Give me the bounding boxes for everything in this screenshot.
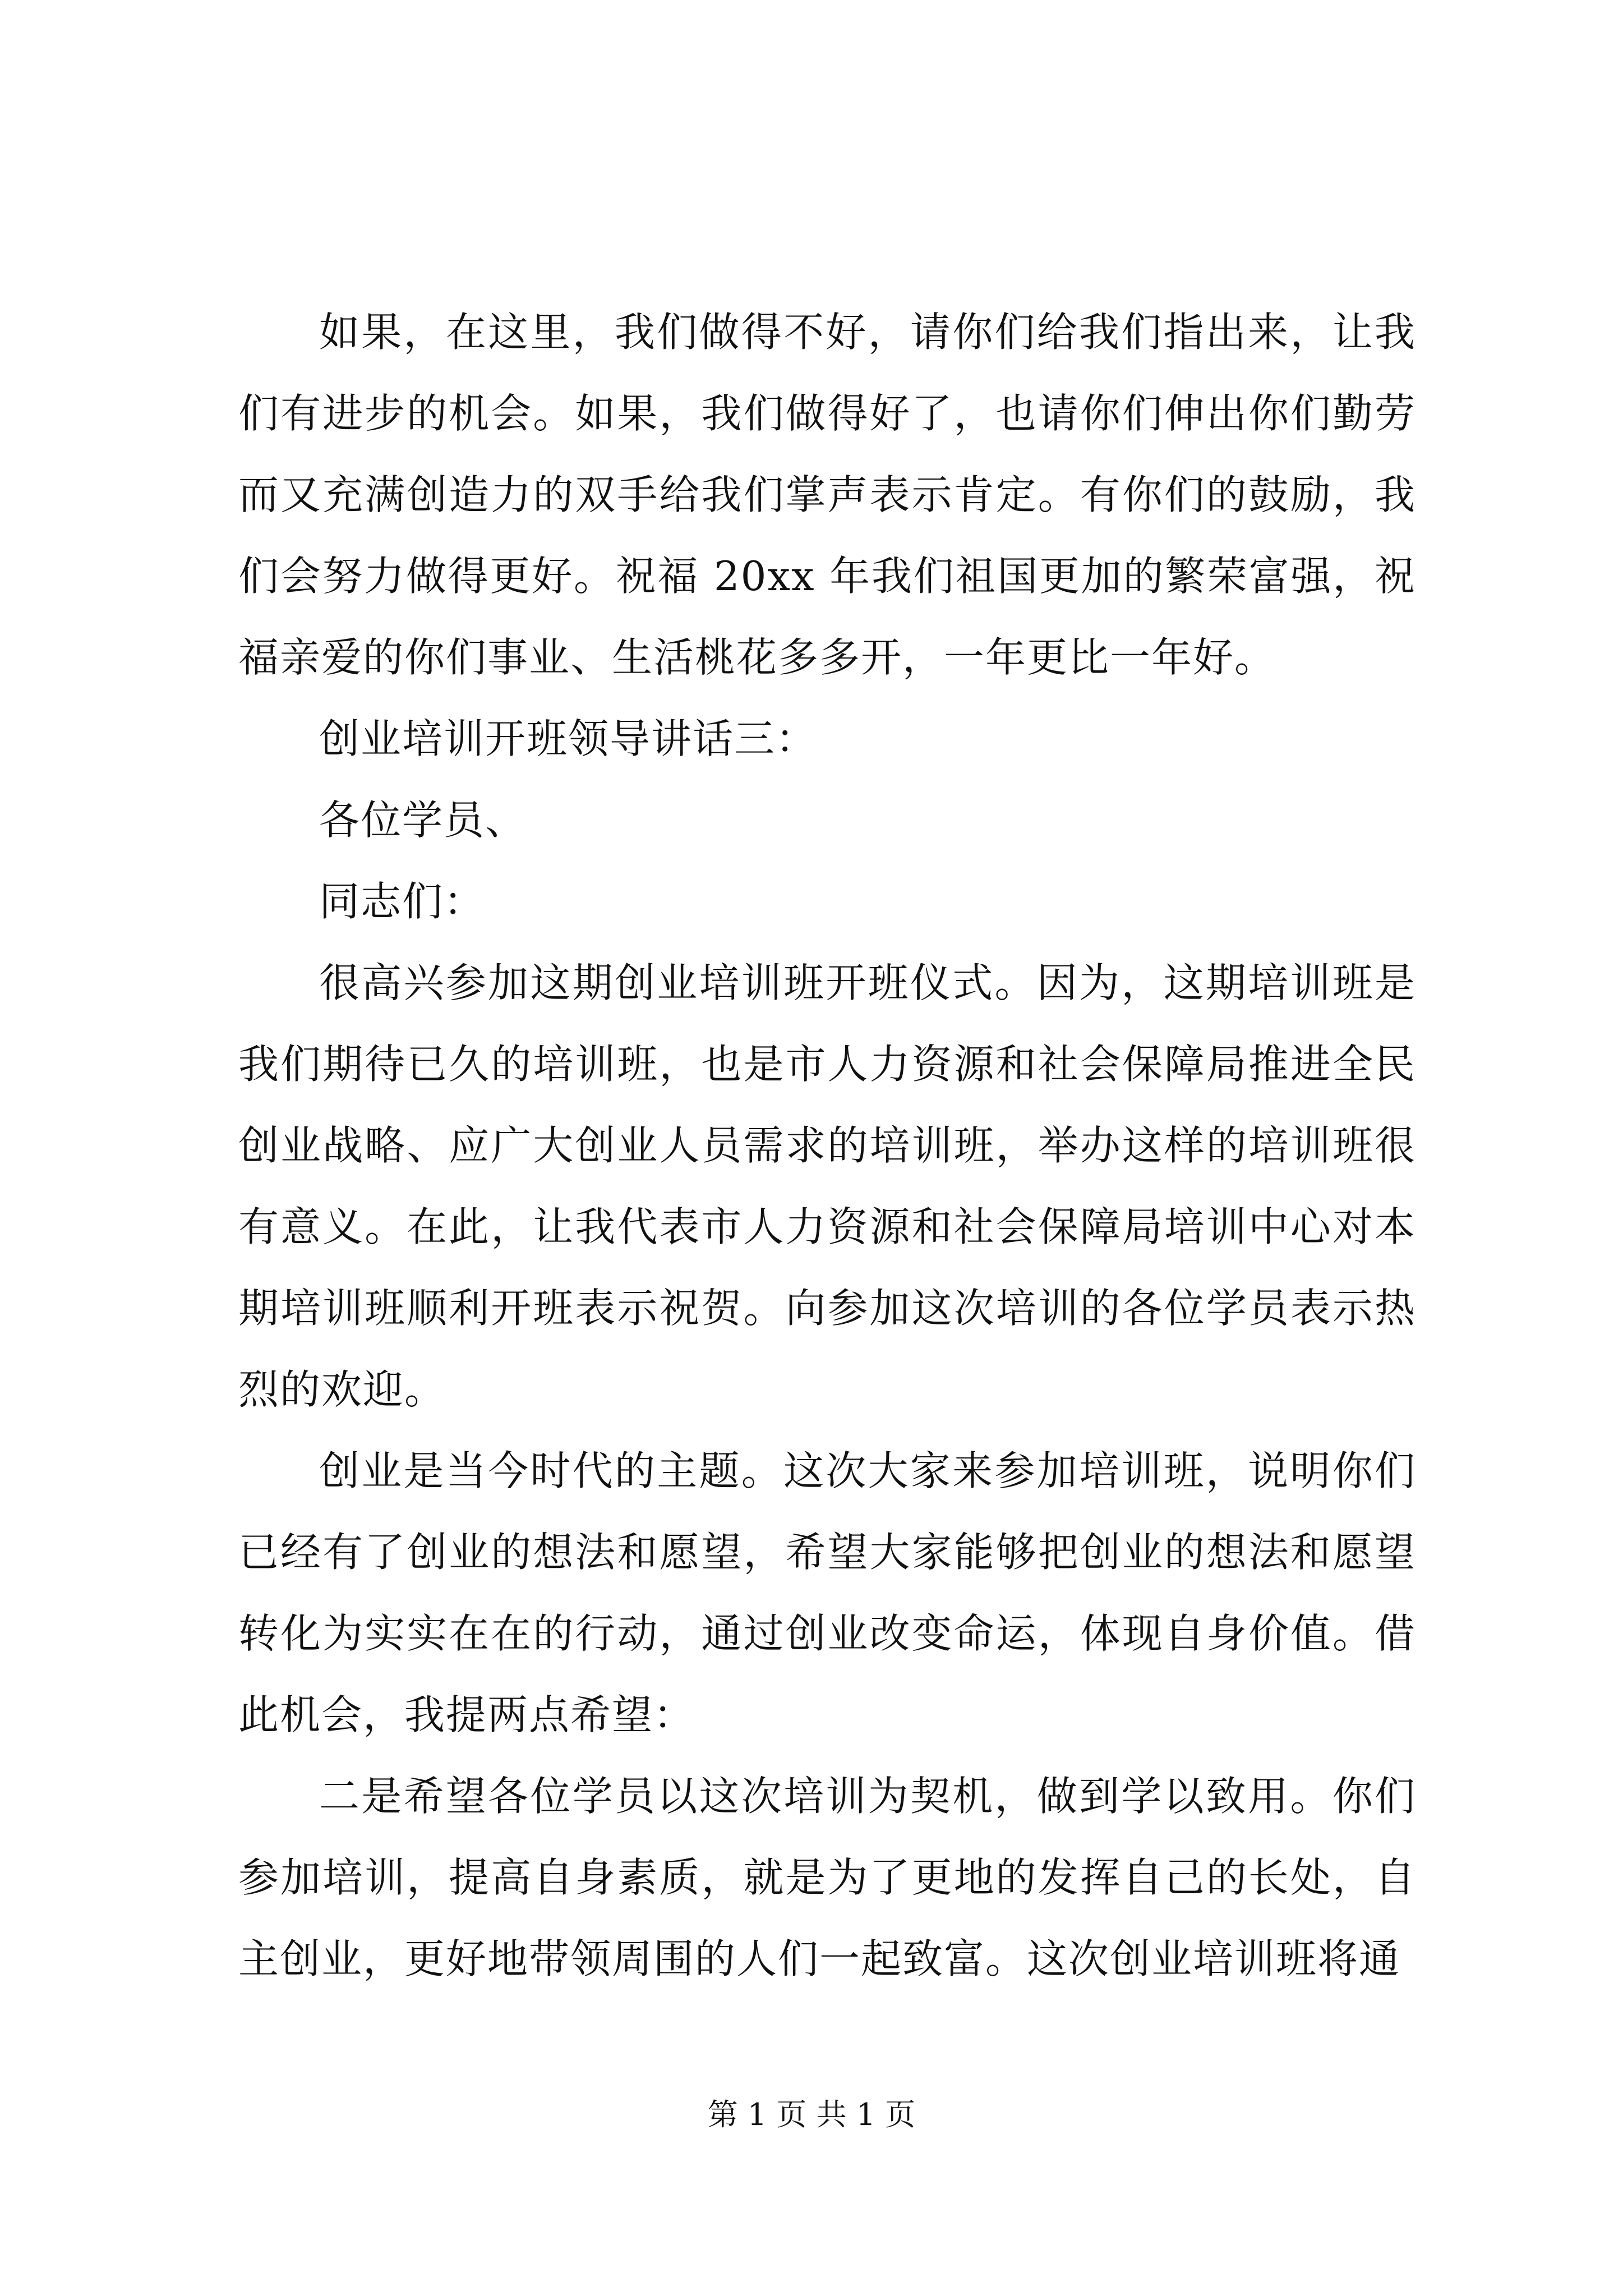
- paragraph-closing-wishes: 如果，在这里，我们做得不好，请你们给我们指出来，让我们有进步的机会。如果，我们做得好了，也请你们伸出你们勤劳而又充满创造力的双手给我们掌声表示肯定。有你们的鼓励，我们会努力做得更好。祝福 20xx 年我们祖国更加的繁荣富强，祝福亲爱的你们事业、生活桃花多多开，一年更比一年好。: [238, 309, 1416, 681]
- section-heading: 创业培训开班领导讲话三：: [319, 715, 818, 762]
- document-body: [238, 292, 1416, 2000]
- page-footer: [0, 2092, 1623, 2137]
- paragraph-entrepreneurship-theme: 创业是当今时代的主题。这次大家来参加培训班，说明你们已经有了创业的想法和愿望，希望大家能够把创业的想法和愿望转化为实实在在的行动，通过创业改变命运，体现自身价值。借此机会，我提两点希望：: [238, 1447, 1416, 1738]
- paragraph-second-hope: 二是希望各位学员以这次培训为契机，做到学以致用。你们参加培训，提高自身素质，就是为了更地的发挥自己的长处，自主创业，更好地带领周围的人们一起致富。这次创业培训班将通: [238, 1773, 1416, 1982]
- salutation-students: 各位学员、: [319, 797, 527, 844]
- page-number-label: 第 1 页 共 1 页: [707, 2097, 916, 2132]
- paragraph-welcome: 很高兴参加这期创业培训班开班仪式。因为，这期培训班是我们期待已久的培训班，也是市人力资源和社会保障局推进全民创业战略、应广大创业人员需求的培训班，举办这样的培训班很有意义。在此，让我代表市人力资源和社会保障局培训中心对本期培训班顺利开班表示祝贺。向参加这次培训的各位学员表示热烈的欢迎。: [238, 959, 1416, 1413]
- salutation-comrades: 同志们：: [319, 878, 486, 925]
